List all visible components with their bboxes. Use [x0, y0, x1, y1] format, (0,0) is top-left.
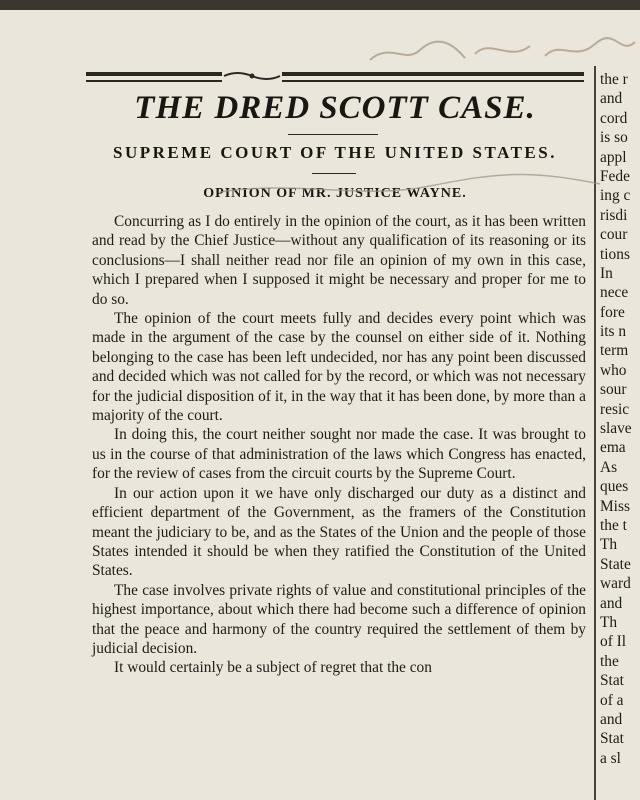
paragraph-6: It would certainly be a subject of regret that the con: [114, 659, 432, 677]
adjacent-column-line: its n: [600, 323, 627, 341]
adjacent-column-line: and: [600, 594, 623, 612]
adjacent-column-line: As: [600, 458, 618, 476]
adjacent-column-line: Stat: [600, 672, 624, 690]
adjacent-column-line: is so: [600, 129, 628, 147]
headline-rule: [288, 134, 378, 135]
adjacent-column-line: Miss: [600, 497, 630, 515]
adjacent-column-line: who: [600, 361, 627, 379]
header-rule-thick: [86, 72, 584, 76]
adjacent-column-line: the: [600, 652, 619, 670]
article-subheadline: SUPREME COURT OF THE UNITED STATES.: [113, 143, 557, 162]
header-rule-thin: [86, 80, 584, 82]
newspaper-page: [0, 10, 640, 800]
paragraph-4: In our action upon it we have only discharged our duty as a distinct and efficient department of the Government, as the framers of the Constitution meant the judiciary to be, and as the States of the Union and the people of those States intended it should be when they ratified the Constitution of the United States.: [92, 484, 586, 580]
subheadline-rule: [312, 173, 356, 174]
adjacent-column-line: term: [600, 342, 629, 360]
adjacent-column-line: slave: [600, 420, 632, 438]
adjacent-column-line: In: [600, 264, 613, 282]
adjacent-column-line: Fede: [600, 167, 630, 185]
adjacent-column-line: resic: [600, 400, 630, 418]
adjacent-column-line: Stat: [600, 730, 624, 748]
adjacent-column-line: sour: [600, 381, 627, 399]
adjacent-column-line: ing c: [600, 187, 631, 205]
adjacent-column-line: Th: [600, 613, 618, 631]
adjacent-column-line: the t: [600, 516, 627, 534]
adjacent-column-line: a sl: [600, 749, 621, 767]
paragraph-2: The opinion of the court meets fully and decides every point which was made in the argument of the case by the counsel on either side of it. Nothing belonging to the case has been left undecided, nor has any point been discussed and decided which was not called for by the record, or which was not necessary for the judicial disposition of it, in the way that it has been done, by more than a majority of the court.: [92, 310, 586, 425]
opinion-title: OPINION OF MR. JUSTICE WAYNE.: [203, 186, 467, 201]
adjacent-column-line: State: [600, 555, 631, 573]
adjacent-column-line: of a: [600, 691, 624, 709]
top-shadow: [0, 0, 640, 10]
adjacent-column-fragment: [600, 70, 640, 800]
article-headline: THE DRED SCOTT CASE.: [134, 90, 536, 126]
paragraph-1: Concurring as I do entirely in the opinion of the court, as it has been written and read by the Chief Justice—without any qualification of its reasoning or its conclusions—I shall neither read nor file an opinion of my own in this case, which I prepared when I supposed it might be necessary and proper for me to do so.: [92, 213, 586, 308]
adjacent-column-line: ward: [600, 575, 631, 593]
adjacent-column-line: cour: [600, 226, 628, 244]
adjacent-column-line: and: [600, 90, 623, 108]
adjacent-column-line: and: [600, 710, 623, 728]
paragraph-5: The case involves private rights of value and constitutional principles of the highest importance, about which there had become such a difference of opinion that the peace and harmony of the country required the settlement of them by judicial decision.: [92, 581, 586, 657]
column-divider: [594, 66, 596, 800]
adjacent-column-line: risdi: [600, 206, 628, 224]
paragraph-3: In doing this, the court neither sought nor made the case. It was brought to us in the course of that administration of the laws which Congress has enacted, for the review of cases from the circuit courts by the Supreme Court.: [92, 426, 586, 483]
rule-ornament: [222, 70, 282, 82]
adjacent-column-line: nece: [600, 284, 629, 302]
adjacent-column-line: cord: [600, 109, 628, 127]
adjacent-column-line: Th: [600, 536, 618, 554]
adjacent-column-line: ema: [600, 439, 626, 457]
article-body: [92, 212, 586, 678]
adjacent-column-line: ques: [600, 478, 629, 496]
adjacent-column-line: appl: [600, 148, 627, 166]
adjacent-column-line: the r: [600, 71, 628, 88]
handwritten-marks: [360, 32, 640, 72]
adjacent-column-line: fore: [600, 303, 625, 321]
adjacent-column-line: tions: [600, 245, 630, 263]
adjacent-column-line: of Il: [600, 633, 627, 651]
